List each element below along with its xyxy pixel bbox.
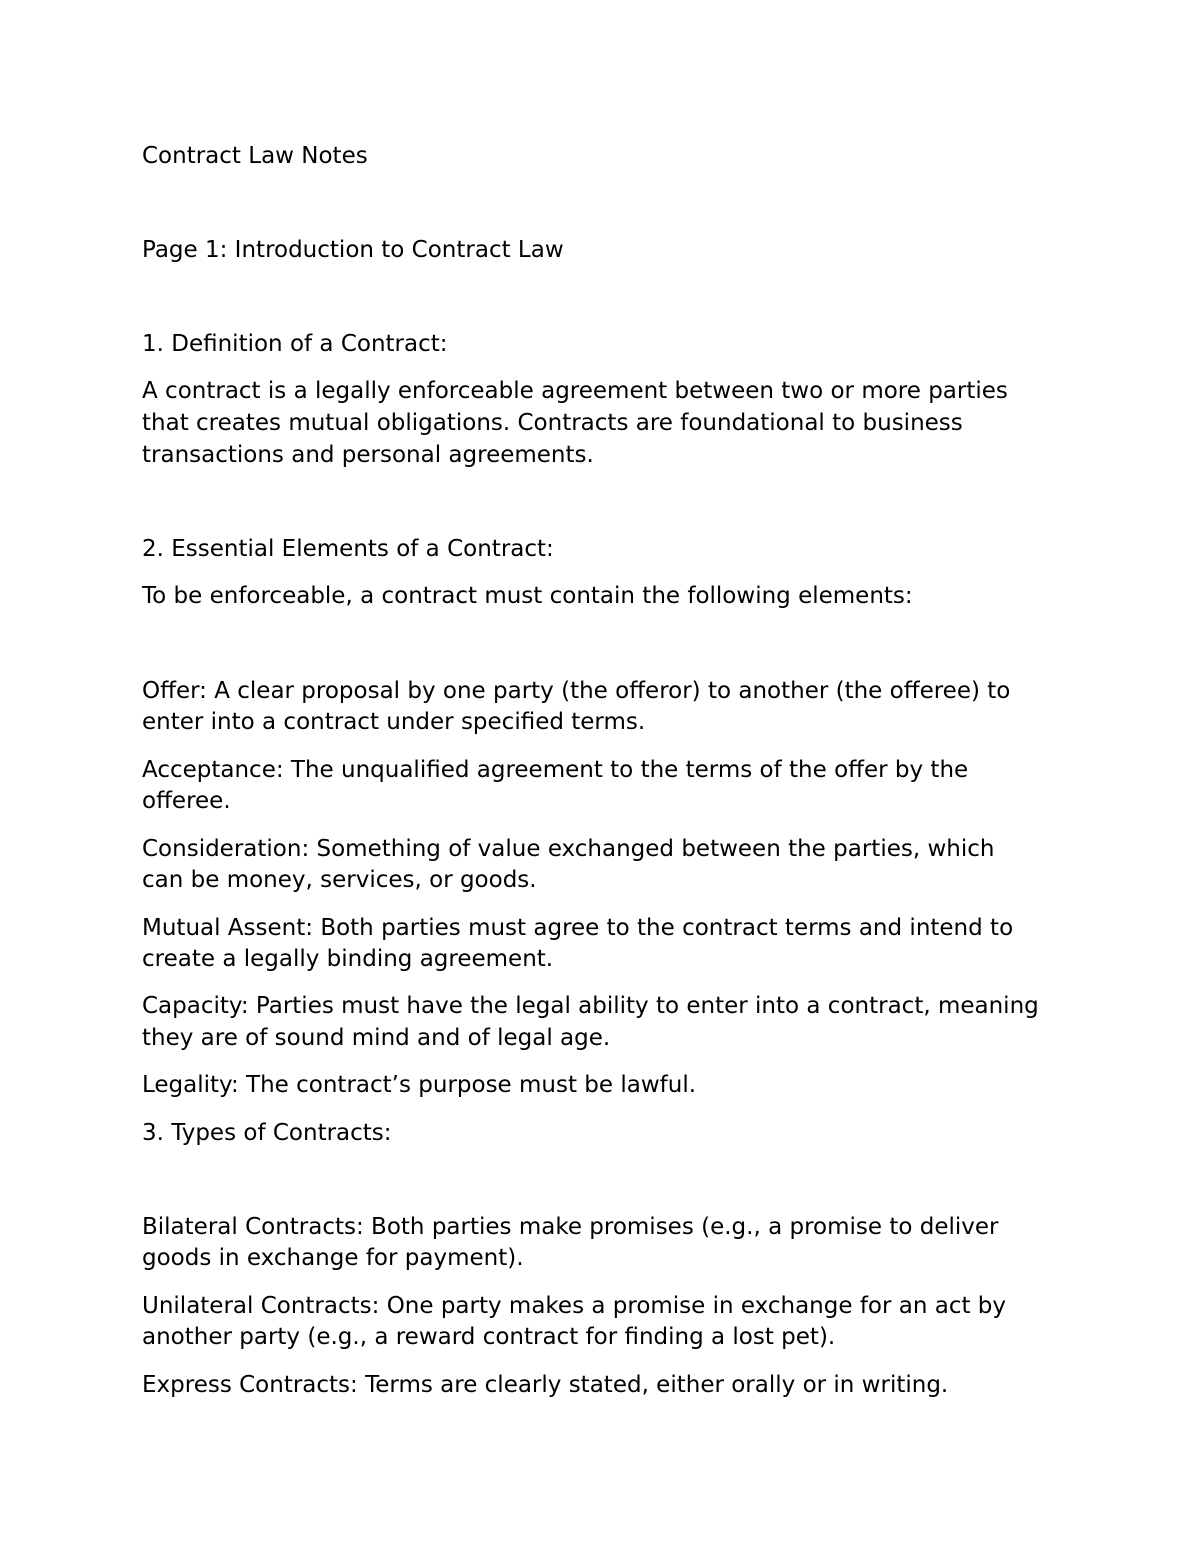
element-offer-line-1: Offer: A clear proposal by one party (the offeror) to another (the offeree) to bbox=[142, 678, 1011, 704]
definition-line-2: that creates mutual obligations. Contracts are foundational to business bbox=[142, 410, 963, 436]
element-acceptance-line-2: offeree. bbox=[142, 788, 231, 814]
element-offer-line-2: enter into a contract under specified terms. bbox=[142, 709, 646, 735]
definition-line-3: transactions and personal agreements. bbox=[142, 442, 594, 468]
element-legality: Legality: The contract’s purpose must be lawful. bbox=[142, 1072, 697, 1098]
page-heading: Page 1: Introduction to Contract Law bbox=[142, 237, 564, 263]
section-heading-definition: 1. Definition of a Contract: bbox=[142, 331, 448, 357]
element-capacity-line-2: they are of sound mind and of legal age. bbox=[142, 1025, 611, 1051]
definition-line-1: A contract is a legally enforceable agreement between two or more parties bbox=[142, 378, 1008, 404]
type-bilateral-line-2: goods in exchange for payment). bbox=[142, 1245, 524, 1271]
type-express: Express Contracts: Terms are clearly stated, either orally or in writing. bbox=[142, 1372, 949, 1398]
elements-intro: To be enforceable, a contract must contain the following elements: bbox=[142, 583, 913, 609]
document-title: Contract Law Notes bbox=[142, 143, 368, 169]
element-consideration-line-1: Consideration: Something of value exchanged between the parties, which bbox=[142, 836, 995, 862]
element-consideration-line-2: can be money, services, or goods. bbox=[142, 867, 537, 893]
element-mutual-assent-line-1: Mutual Assent: Both parties must agree to the contract terms and intend to bbox=[142, 915, 1014, 941]
element-capacity-line-1: Capacity: Parties must have the legal ability to enter into a contract, meaning bbox=[142, 993, 1039, 1019]
type-bilateral-line-1: Bilateral Contracts: Both parties make promises (e.g., a promise to deliver bbox=[142, 1214, 999, 1240]
element-mutual-assent-line-2: create a legally binding agreement. bbox=[142, 946, 554, 972]
type-unilateral-line-2: another party (e.g., a reward contract for finding a lost pet). bbox=[142, 1324, 836, 1350]
section-heading-types: 3. Types of Contracts: bbox=[142, 1120, 392, 1146]
section-heading-elements: 2. Essential Elements of a Contract: bbox=[142, 536, 554, 562]
type-unilateral-line-1: Unilateral Contracts: One party makes a promise in exchange for an act by bbox=[142, 1293, 1007, 1319]
element-acceptance-line-1: Acceptance: The unqualified agreement to the terms of the offer by the bbox=[142, 757, 969, 783]
